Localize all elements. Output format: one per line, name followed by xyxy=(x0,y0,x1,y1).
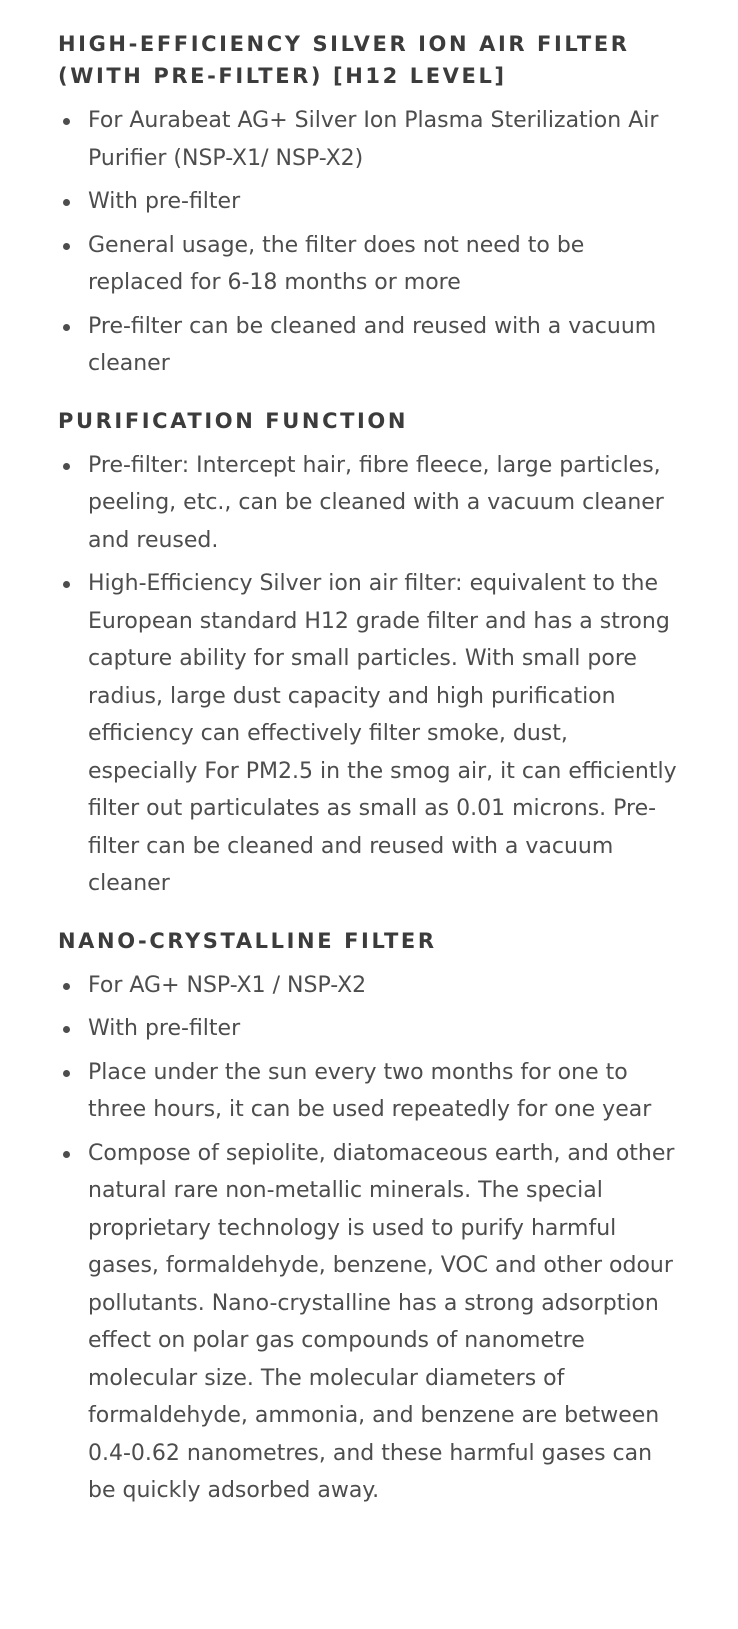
list-item-text: General usage, the filter does not need to be replaced for 6-18 months or more xyxy=(88,232,585,295)
bullet-icon xyxy=(63,324,70,331)
list-item xyxy=(58,447,678,560)
list-item-text: Pre-filter can be cleaned and reused with a vacuum cleaner xyxy=(88,313,657,376)
section-heading-nano-crystalline-filter: NANO-CRYSTALLINE FILTER xyxy=(58,928,437,953)
bullet-icon xyxy=(63,199,70,206)
list-item xyxy=(58,227,678,302)
silver-ion-filter-list xyxy=(58,102,678,383)
section-heading-silver-ion-filter xyxy=(58,28,678,92)
heading-line-2: (WITH PRE-FILTER) [H12 LEVEL] xyxy=(58,64,507,88)
list-item xyxy=(58,967,678,1005)
list-item-text: Compose of sepiolite, diatomaceous earth, and other natural rare non-metallic minerals. The special proprietary technology is used to purify harmful gases, formaldehyde, benzene, VOC and other odour pollutants. Nano-crystalline has a strong adsorption effect on polar gas compounds of nanometre molecular size. The molecular diameters of formaldehyde, ammonia, and benzene are between 0.4-0.62 nanometres, and these harmful gases can be quickly adsorbed away. xyxy=(88,1140,675,1503)
bullet-icon xyxy=(63,1151,70,1158)
section-heading-purification-function: PURIFICATION FUNCTION xyxy=(58,408,409,433)
list-item xyxy=(58,1054,678,1129)
list-item xyxy=(58,565,678,903)
bullet-icon xyxy=(63,463,70,470)
bullet-icon xyxy=(63,118,70,125)
bullet-icon xyxy=(63,1026,70,1033)
list-item-text: For AG+ NSP-X1 / NSP-X2 xyxy=(88,972,367,998)
list-item-text: High-Efficiency Silver ion air filter: equivalent to the European standard H12 grade filter and has a strong capture ability for small particles. With small pore radius, large dust capacity and high purification efficiency can effectively filter smoke, dust, especially For PM2.5 in the smog air, it can efficiently filter out particulates as small as 0.01 microns. Pre-filter can be cleaned and reused with a vacuum cleaner xyxy=(88,571,677,896)
list-item xyxy=(58,183,678,221)
purification-function-list xyxy=(58,447,678,903)
bullet-icon xyxy=(63,983,70,990)
list-item-text: Place under the sun every two months for one to three hours, it can be used repeatedly for one year xyxy=(88,1059,652,1122)
list-item-text: With pre-filter xyxy=(88,1016,241,1041)
list-item-text: For Aurabeat AG+ Silver Ion Plasma Sterilization Air Purifier (NSP-X1/ NSP-X2) xyxy=(88,108,659,171)
heading-line-1: HIGH-EFFICIENCY SILVER ION AIR FILTER xyxy=(58,32,630,56)
bullet-icon xyxy=(63,243,70,250)
bullet-icon xyxy=(63,1070,70,1077)
list-item-text: Pre-filter: Intercept hair, fibre fleece, large particles, peeling, etc., can be cleaned with a vacuum cleaner and reused. xyxy=(88,452,664,553)
list-item xyxy=(58,1135,678,1510)
list-item xyxy=(58,1010,678,1048)
list-item xyxy=(58,308,678,383)
nano-crystalline-filter-list xyxy=(58,967,678,1510)
list-item-text: With pre-filter xyxy=(88,189,241,214)
list-item xyxy=(58,102,678,177)
bullet-icon xyxy=(63,581,70,588)
